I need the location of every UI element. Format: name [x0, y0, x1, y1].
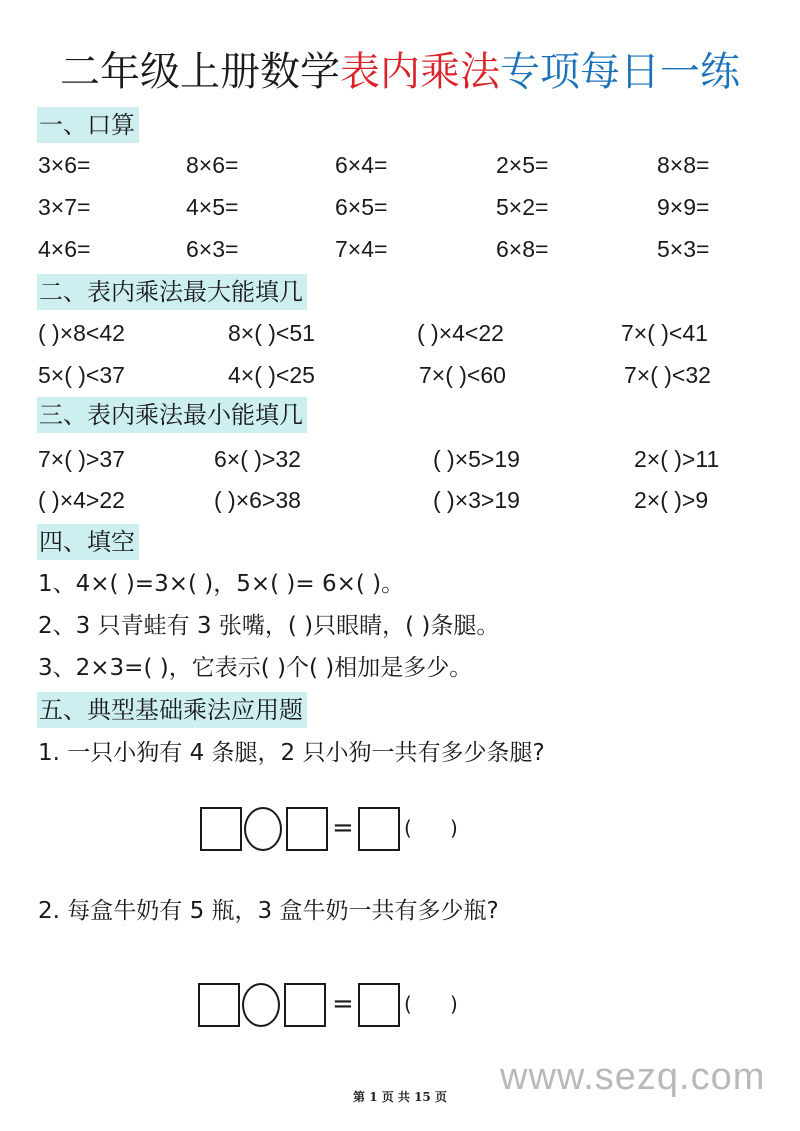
- max-fill-row: [0, 315, 800, 351]
- min-fill-item: ( )×6>38: [214, 487, 301, 513]
- oral-item: 6×5=: [335, 194, 388, 220]
- section-heading-fill-blank: 四、填空: [37, 524, 139, 560]
- page-title: [0, 44, 800, 100]
- answer-box[interactable]: [284, 983, 326, 1027]
- oral-item: 8×6=: [186, 152, 239, 178]
- section-heading-oral: 一、口算: [37, 107, 139, 143]
- min-fill-row: [0, 482, 800, 518]
- answer-box[interactable]: [200, 807, 242, 851]
- oral-item: 6×3=: [186, 236, 239, 262]
- result-box[interactable]: [358, 807, 400, 851]
- title-part-2: 表内乘法: [340, 49, 500, 95]
- oral-item: 6×4=: [335, 152, 388, 178]
- max-fill-item: 7×( )<60: [419, 362, 506, 388]
- min-fill-item: ( )×4>22: [38, 487, 125, 513]
- oral-row: [0, 231, 800, 267]
- max-fill-item: ( )×8<42: [38, 320, 125, 346]
- section-heading-word-problems: 五、典型基础乘法应用题: [37, 692, 307, 728]
- result-box[interactable]: [358, 983, 400, 1027]
- answer-box[interactable]: [286, 807, 328, 851]
- max-fill-item: 7×( )<32: [624, 362, 711, 388]
- operator-circle[interactable]: [242, 983, 280, 1027]
- max-fill-item: 4×( )<25: [228, 362, 315, 388]
- oral-item: 3×6=: [38, 152, 91, 178]
- max-fill-item: ( )×4<22: [417, 320, 504, 346]
- operator-circle[interactable]: [244, 807, 282, 851]
- title-part-3: 专项每日一练: [500, 49, 740, 95]
- min-fill-item: 2×( )>11: [634, 446, 720, 472]
- max-fill-row: [0, 357, 800, 393]
- max-fill-item: 8×( )<51: [228, 320, 315, 346]
- min-fill-item: 2×( )>9: [634, 487, 709, 513]
- oral-item: 8×8=: [657, 152, 710, 178]
- oral-item: 6×8=: [496, 236, 549, 262]
- oral-item: 4×6=: [38, 236, 91, 262]
- fill-blank-item: 2、3 只青蛙有 3 张嘴，( )只眼睛，( )条腿。: [38, 613, 500, 639]
- section-heading-min-fill: 三、表内乘法最小能填几: [37, 397, 307, 433]
- title-part-1: 二年级上册数学: [60, 49, 340, 95]
- oral-row: [0, 189, 800, 225]
- min-fill-row: [0, 441, 800, 477]
- answer-equation-1: [200, 807, 480, 851]
- fill-blank-item: 3、2×3=( )，它表示( )个( )相加是多少。: [38, 655, 473, 681]
- answer-equation-2: [198, 983, 478, 1027]
- oral-row: [0, 147, 800, 183]
- min-fill-item: ( )×5>19: [433, 446, 520, 472]
- fill-blank-item: 1、4×( )=3×( )，5×( )= 6×( )。: [38, 571, 405, 597]
- max-fill-item: 7×( )<41: [621, 320, 708, 346]
- oral-item: 9×9=: [657, 194, 710, 220]
- watermark: www.sezq.com: [500, 1056, 766, 1098]
- oral-item: 2×5=: [496, 152, 549, 178]
- oral-item: 7×4=: [335, 236, 388, 262]
- unit-blank[interactable]: ( ): [404, 816, 458, 840]
- equals-sign: =: [332, 989, 354, 1019]
- equals-sign: =: [332, 813, 354, 843]
- min-fill-item: 6×( )>32: [214, 446, 301, 472]
- max-fill-item: 5×( )<37: [38, 362, 125, 388]
- oral-item: 3×7=: [38, 194, 91, 220]
- oral-item: 5×2=: [496, 194, 549, 220]
- answer-box[interactable]: [198, 983, 240, 1027]
- oral-item: 4×5=: [186, 194, 239, 220]
- oral-item: 5×3=: [657, 236, 710, 262]
- unit-blank[interactable]: ( ): [404, 992, 458, 1016]
- word-problem-1: 1. 一只小狗有 4 条腿，2 只小狗一共有多少条腿?: [38, 740, 545, 766]
- section-heading-max-fill: 二、表内乘法最大能填几: [37, 274, 307, 310]
- min-fill-item: 7×( )>37: [38, 446, 125, 472]
- page-footer: 第 1 页 共 15 页: [353, 1090, 447, 1104]
- min-fill-item: ( )×3>19: [433, 487, 520, 513]
- word-problem-2: 2. 每盒牛奶有 5 瓶，3 盒牛奶一共有多少瓶?: [38, 898, 499, 924]
